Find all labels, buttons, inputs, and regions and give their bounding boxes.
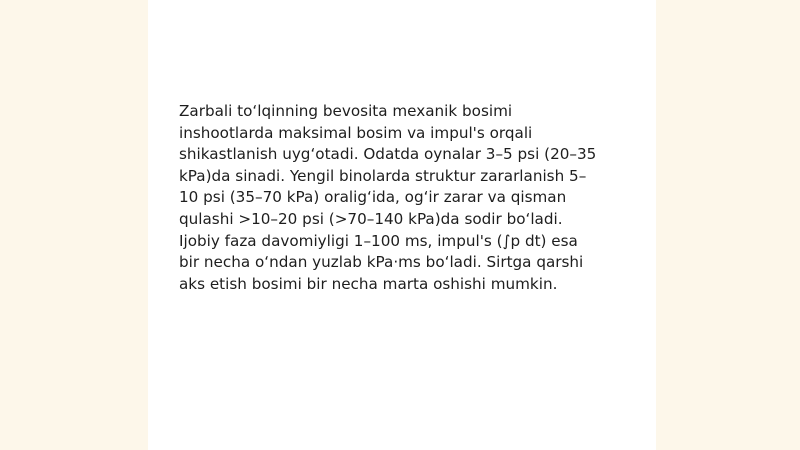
text-line: qulashi >10–20 psi (>70–140 kPa)da sodir bo‘ladi.: [179, 209, 563, 228]
text-line: aks etish bosimi bir necha marta oshishi mumkin.: [179, 274, 558, 293]
text-line: Zarbali to‘lqinning bevosita mexanik bosimi: [179, 102, 513, 120]
text-line: bir necha o‘ndan yuzlab kPa·ms bo‘ladi. Sirtga qarshi: [179, 253, 584, 272]
text-line: Ijobiy faza davomiyligi 1–100 ms, impul's (∫p dt) esa: [179, 231, 578, 250]
text-line: inshootlarda maksimal bosim va impul's orqali: [179, 123, 533, 142]
text-line: 10 psi (35–70 kPa) oralig‘ida, og‘ir zarar va qisman: [179, 188, 567, 207]
text-line: shikastlanish uyg‘otadi. Odatda oynalar 3–5 psi (20–35: [179, 145, 597, 164]
document-page: [148, 0, 656, 450]
body-paragraph: [179, 101, 639, 295]
text-line: kPa)da sinadi. Yengil binolarda struktur zararlanish 5–: [179, 166, 587, 185]
